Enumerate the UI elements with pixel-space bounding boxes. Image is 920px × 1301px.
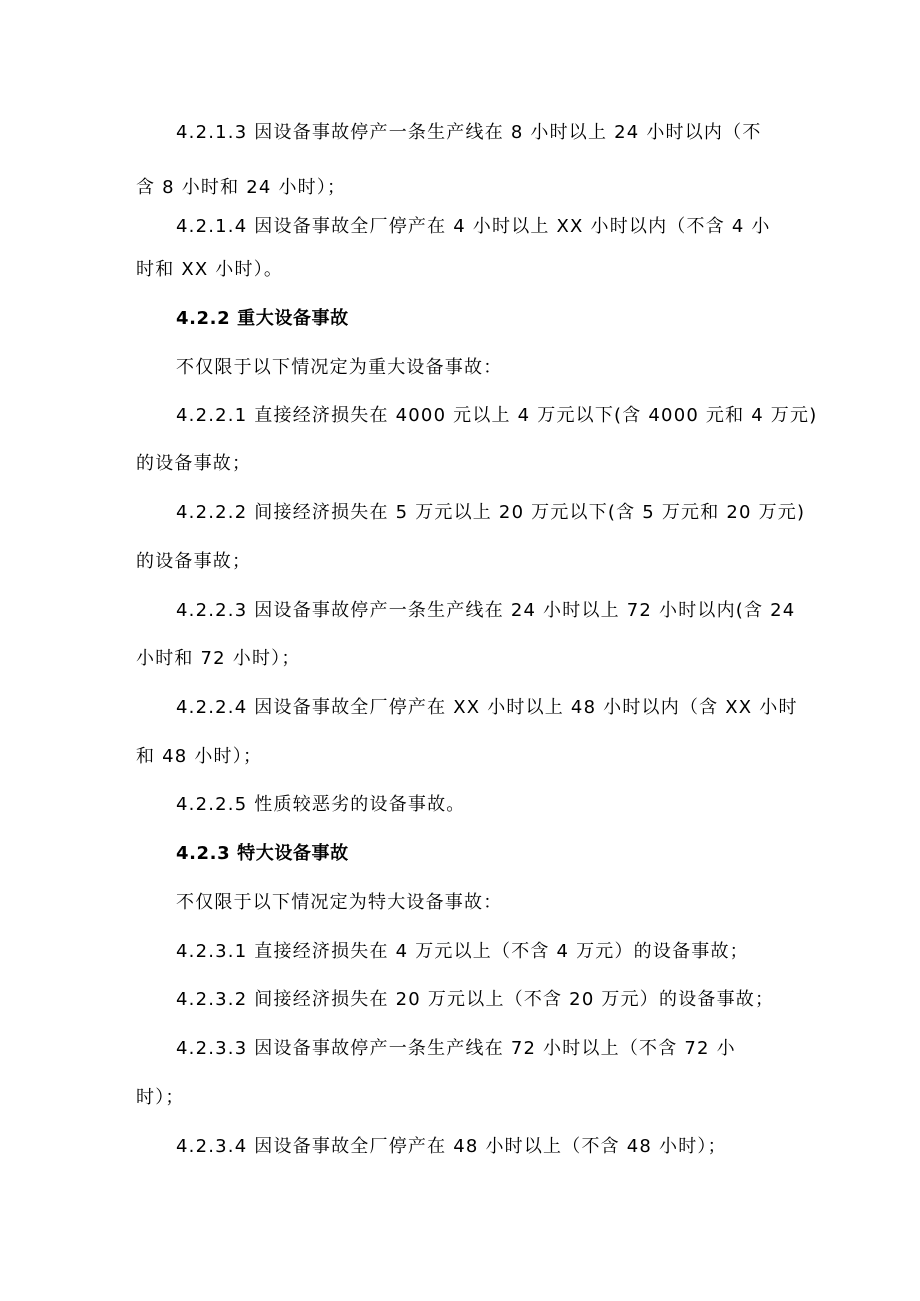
severe-accident-intro: 不仅限于以下情况定为特大设备事故： [176,892,503,913]
clause-4-2-3-3-continued: 时）； [136,1087,185,1108]
major-accident-intro: 不仅限于以下情况定为重大设备事故： [176,357,503,378]
clause-4-2-1-4-continued: 时和 XX 小时）。 [136,259,284,280]
clause-4-2-2-5: 4.2.2.5 性质较恶劣的设备事故。 [176,794,466,815]
section-heading-major-accident: 4.2.2 重大设备事故 [176,308,349,329]
clause-4-2-2-3: 4.2.2.3 因设备事故停产一条生产线在 24 小时以上 72 小时以内(含 24 [176,600,796,621]
clause-4-2-2-1: 4.2.2.1 直接经济损失在 4000 元以上 4 万元以下(含 4000 元和 4 万元) [176,405,818,426]
section-heading-severe-accident: 4.2.3 特大设备事故 [176,843,349,864]
clause-4-2-1-3: 4.2.1.3 因设备事故停产一条生产线在 8 小时以上 24 小时以内（不 [176,122,762,143]
clause-4-2-2-2-continued: 的设备事故； [136,551,252,572]
clause-4-2-3-1: 4.2.3.1 直接经济损失在 4 万元以上（不含 4 万元）的设备事故； [176,941,749,962]
clause-4-2-3-4: 4.2.3.4 因设备事故全厂停产在 48 小时以上（不含 48 小时）； [176,1136,727,1157]
clause-4-2-3-3: 4.2.3.3 因设备事故停产一条生产线在 72 小时以上（不含 72 小 [176,1038,736,1059]
clause-4-2-3-2: 4.2.3.2 间接经济损失在 20 万元以上（不含 20 万元）的设备事故； [176,989,775,1010]
clause-4-2-2-1-continued: 的设备事故； [136,453,252,474]
clause-4-2-2-3-continued: 小时和 72 小时）； [136,648,301,669]
clause-4-2-2-2: 4.2.2.2 间接经济损失在 5 万元以上 20 万元以下(含 5 万元和 20 万元) [176,502,806,523]
clause-4-2-1-4: 4.2.1.4 因设备事故全厂停产在 4 小时以上 XX 小时以内（不含 4 小 [176,216,771,237]
clause-4-2-1-3-continued: 含 8 小时和 24 小时）； [136,177,347,198]
clause-4-2-2-4-continued: 和 48 小时）； [136,746,263,767]
clause-4-2-2-4: 4.2.2.4 因设备事故全厂停产在 XX 小时以上 48 小时以内（含 XX 小时 [176,697,798,718]
